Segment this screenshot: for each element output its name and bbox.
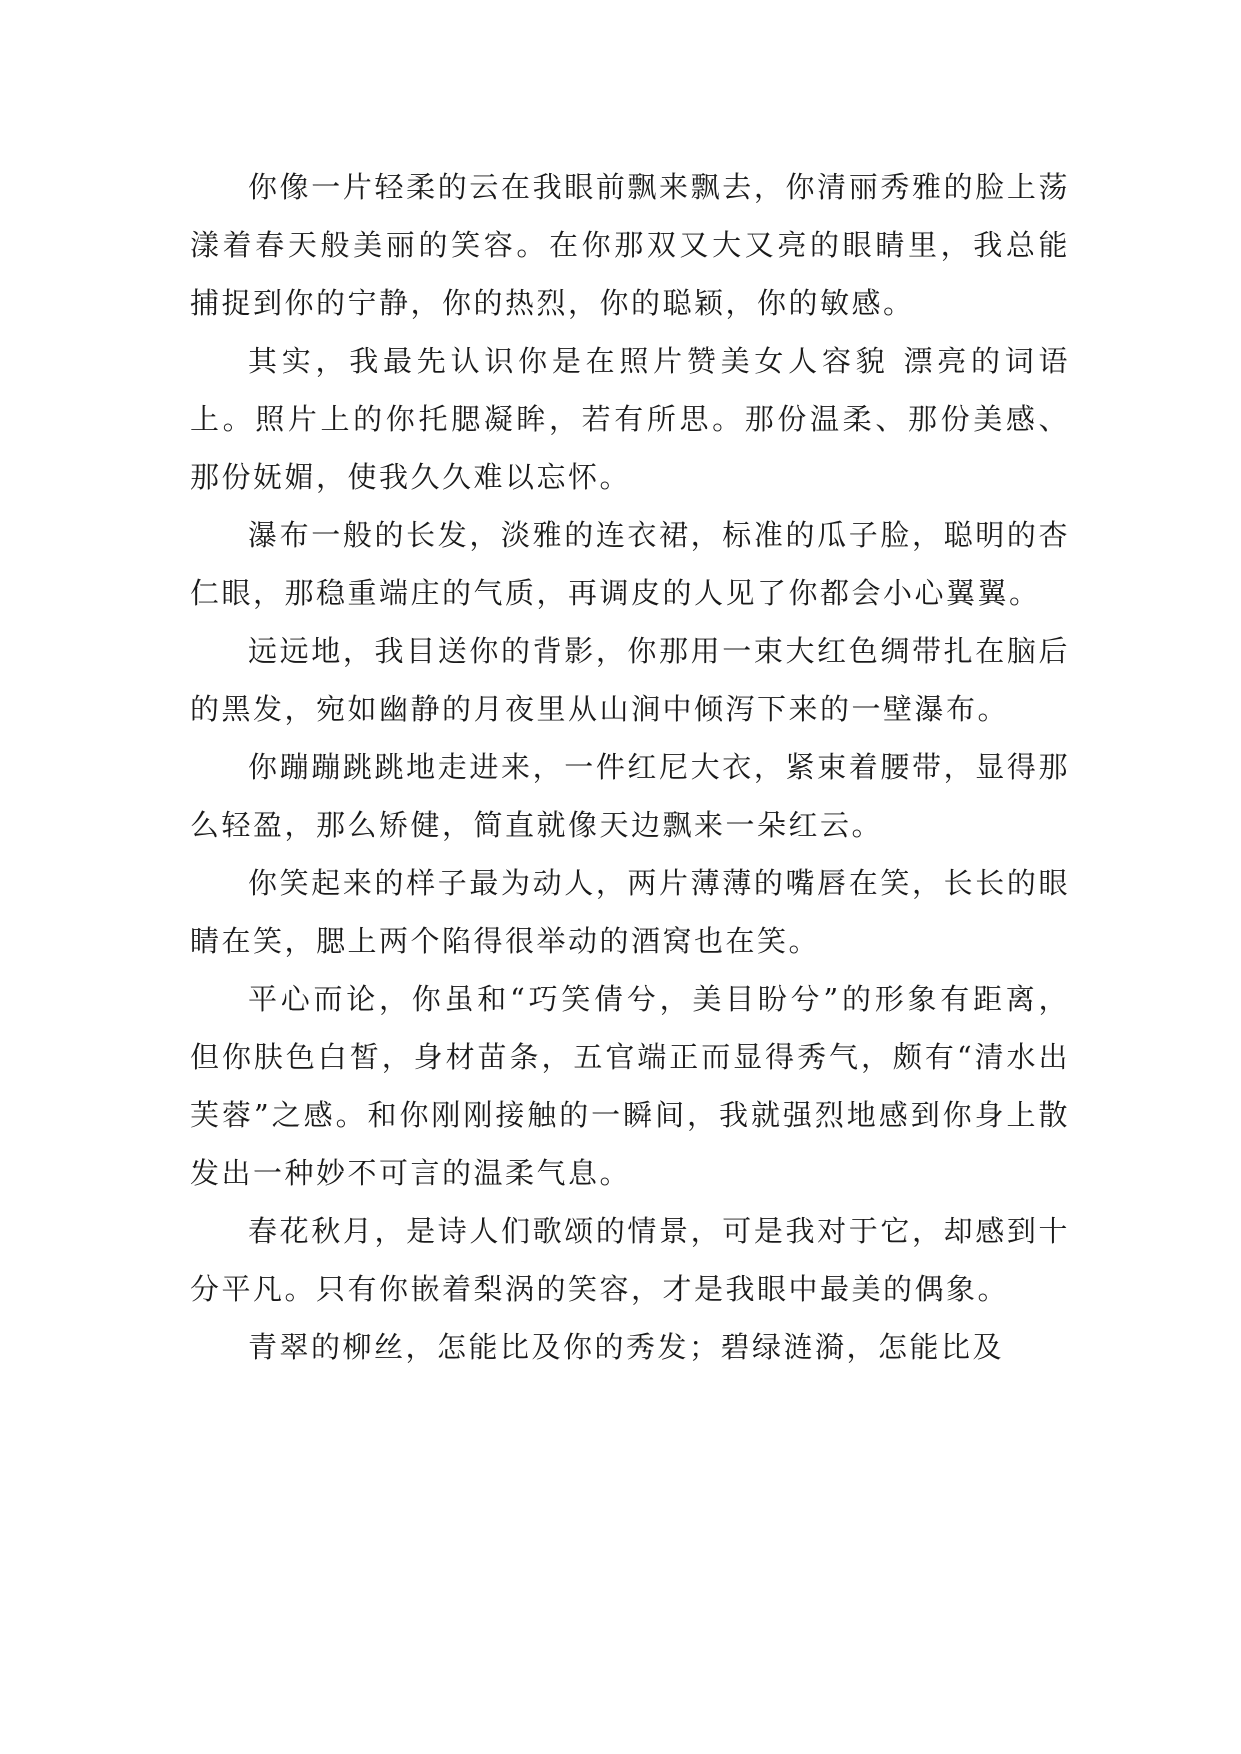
paragraph: 春花秋月，是诗人们歌颂的情景，可是我对于它，却感到十分平凡。只有你嵌着梨涡的笑容，才是我眼中最美的偶象。 xyxy=(190,1214,1070,1306)
paragraph: 平心而论，你虽和“巧笑倩兮，美目盼兮”的形象有距离，但你肤色白皙，身材苗条，五官端正而显得秀气，颇有“清水出芙蓉”之感。和你刚刚接触的一瞬间，我就强烈地感到你身上散发出一种妙不可言的温柔气息。 xyxy=(190,982,1070,1190)
paragraph: 你笑起来的样子最为动人，两片薄薄的嘴唇在笑，长长的眼睛在笑，腮上两个陷得很举动的酒窝也在笑。 xyxy=(190,866,1070,958)
paragraph: 瀑布一般的长发，淡雅的连衣裙，标准的瓜子脸，聪明的杏仁眼，那稳重端庄的气质，再调皮的人见了你都会小心翼翼。 xyxy=(190,518,1070,610)
paragraph: 青翠的柳丝，怎能比及你的秀发；碧绿涟漪，怎能比及 xyxy=(248,1330,1005,1364)
paragraph: 其实，我最先认识你是在照片赞美女人容貌 漂亮的词语 上。照片上的你托腮凝眸，若有所思。那份温柔、那份美感、那份妩媚，使我久久难以忘怀。 xyxy=(190,344,1070,494)
paragraph: 你像一片轻柔的云在我眼前飘来飘去，你清丽秀雅的脸上荡漾着春天般美丽的笑容。在你那双又大又亮的眼睛里，我总能捕捉到你的宁静，你的热烈，你的聪颖，你的敏感。 xyxy=(190,170,1070,320)
document-body xyxy=(190,158,1070,1376)
paragraph: 远远地，我目送你的背影，你那用一束大红色绸带扎在脑后的黑发，宛如幽静的月夜里从山涧中倾泻下来的一壁瀑布。 xyxy=(190,634,1070,726)
paragraph: 你蹦蹦跳跳地走进来，一件红尼大衣，紧束着腰带，显得那么轻盈，那么矫健，简直就像天边飘来一朵红云。 xyxy=(190,750,1070,842)
